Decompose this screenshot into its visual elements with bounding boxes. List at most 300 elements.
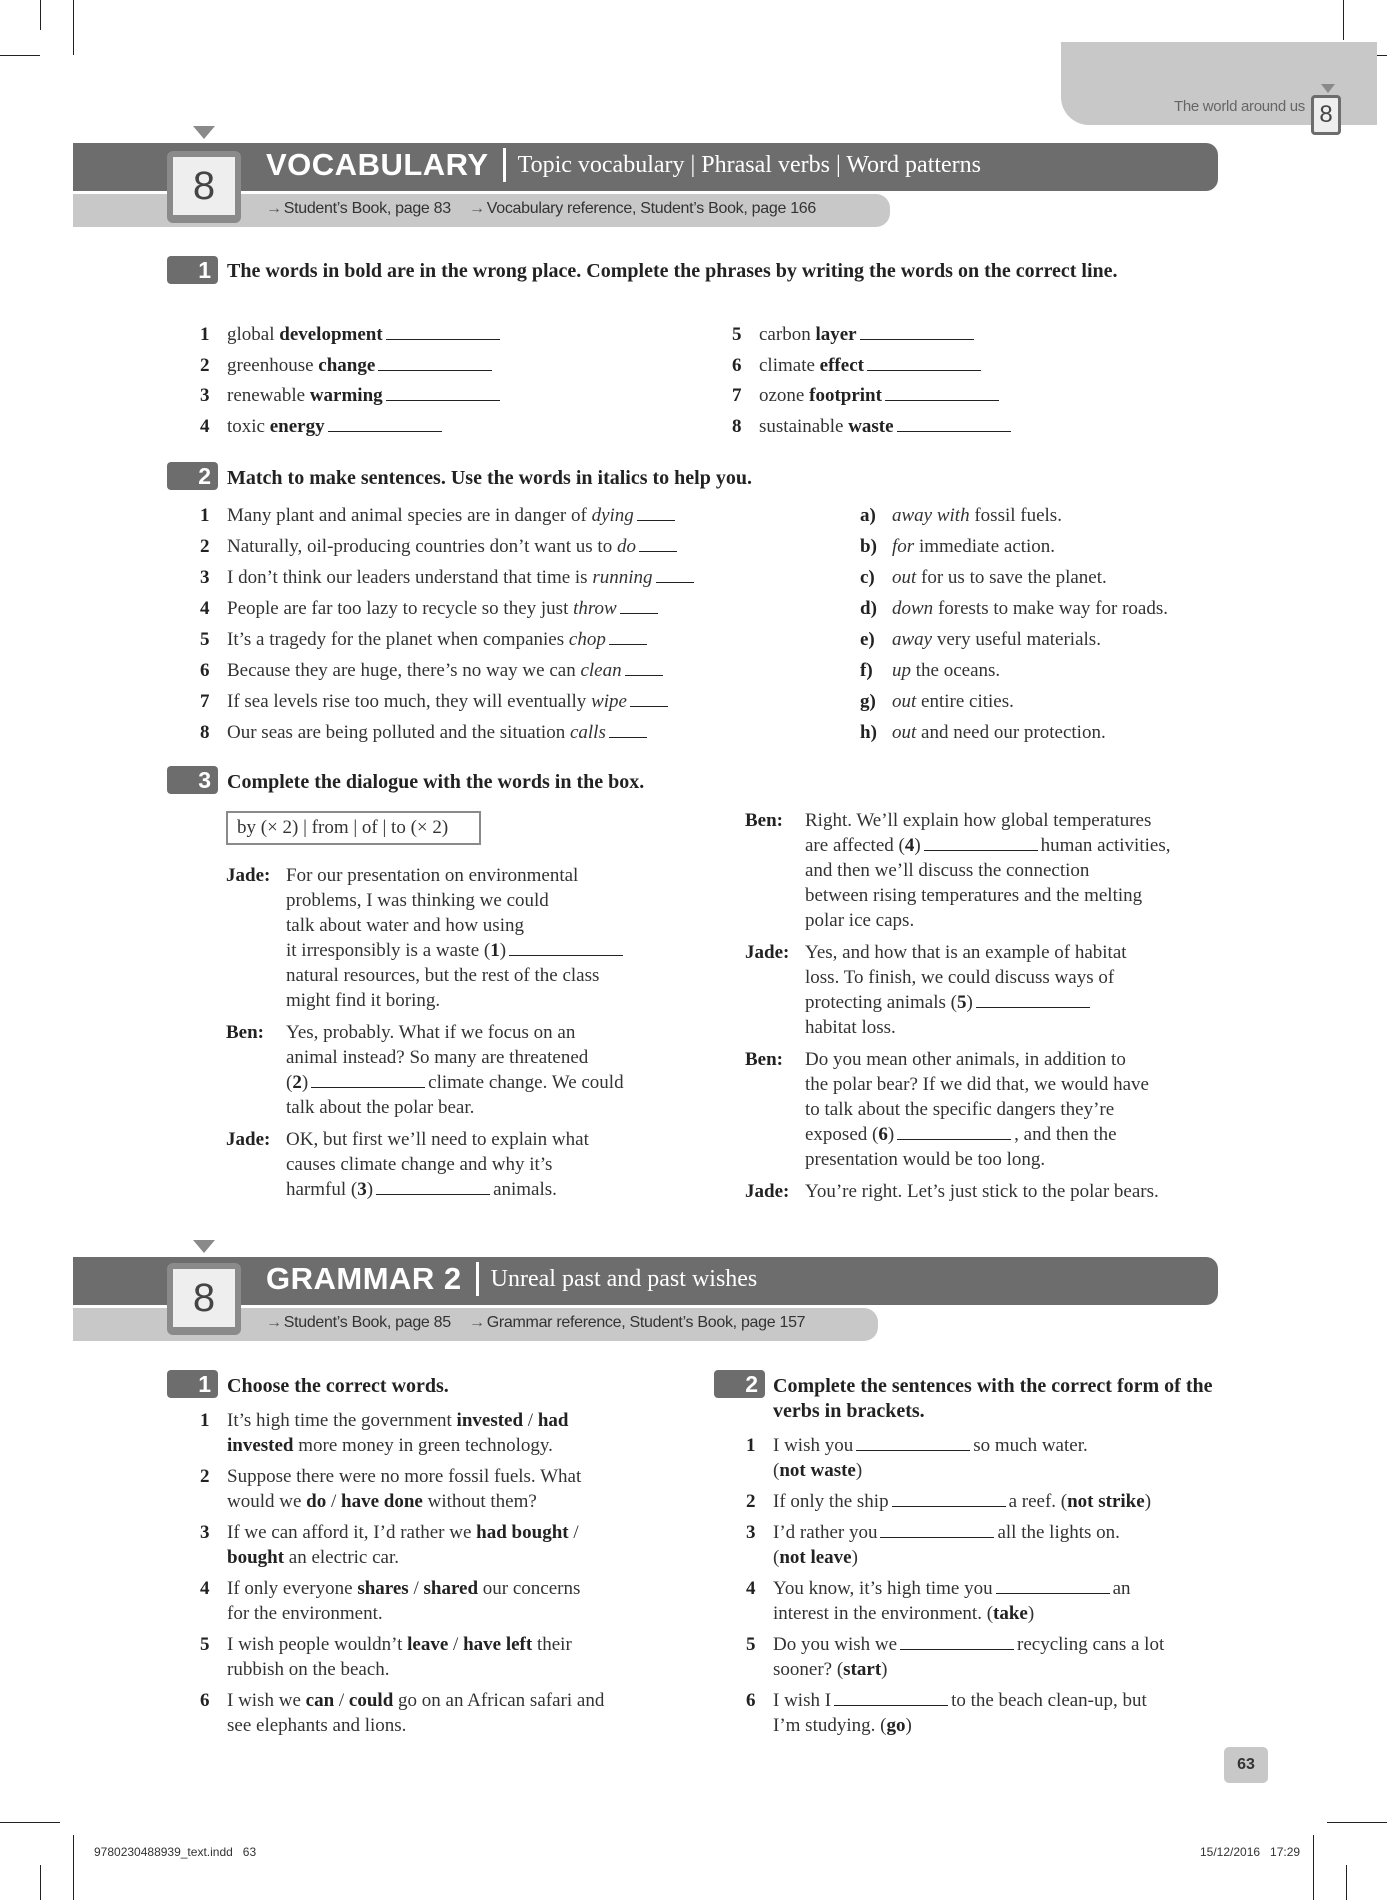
bold-text: bought: [227, 1547, 285, 1568]
text: /: [326, 1491, 342, 1512]
item-number: 2: [200, 354, 210, 376]
item-number: 4: [200, 598, 210, 619]
item-number: 6: [200, 1690, 210, 1711]
bold-text: 6: [878, 1124, 888, 1145]
list-item: [200, 531, 800, 562]
text: polar ice caps.: [805, 910, 915, 931]
bold-text: 4: [904, 835, 915, 856]
text: recycling cans a lot: [1017, 1634, 1165, 1655]
marker-triangle-icon: [193, 126, 215, 139]
exercise-instruction: Choose the correct words.: [227, 1375, 449, 1397]
bold-text: 3: [357, 1179, 367, 1200]
text: (: [773, 1547, 780, 1568]
dialogue-left: [226, 863, 706, 1209]
list-item: [200, 1576, 700, 1626]
list-item: [860, 531, 1260, 562]
text: (: [286, 1072, 293, 1093]
answer-blank[interactable]: [976, 990, 1090, 1008]
exercise-instruction: The words in bold are in the wrong place. Complete the phrases by writing the words on the correct line.: [227, 260, 1118, 282]
text: global: [227, 324, 280, 345]
text: are affected (: [805, 835, 905, 856]
item-number: c): [860, 567, 875, 588]
text: animals.: [493, 1179, 557, 1200]
exercise-items: [200, 1408, 700, 1744]
text: Do you mean other animals, in addition to: [805, 1049, 1126, 1070]
text: Do you wish we: [773, 1634, 898, 1655]
list-item: [200, 1688, 700, 1738]
answer-blank[interactable]: [860, 322, 974, 340]
bold-text: had: [537, 1410, 569, 1431]
list-item: [860, 686, 1260, 717]
bold-text: warming: [309, 385, 383, 406]
dialogue-turn: [745, 1179, 1245, 1204]
list-item: [746, 1688, 1246, 1738]
item-number: e): [860, 629, 875, 650]
text: carbon: [759, 324, 816, 345]
item-number: f): [860, 660, 873, 681]
text: (: [773, 1460, 780, 1481]
text: talk about water and how using: [286, 915, 524, 936]
unit-number: 8: [173, 157, 235, 215]
answer-blank[interactable]: [900, 1632, 1014, 1650]
text: If sea levels rise too much, they will eventually: [227, 691, 592, 712]
text: between rising temperatures and the melting: [805, 885, 1143, 906]
answer-blank[interactable]: [924, 833, 1038, 851]
text: ): [851, 1547, 858, 1568]
dialogue-turn: [226, 1020, 706, 1120]
bold-text: 2: [292, 1072, 302, 1093]
arrow-right-icon: →: [266, 200, 282, 217]
bold-text: have left: [463, 1634, 533, 1655]
text: natural resources, but the rest of the class: [286, 965, 600, 986]
text: If we can afford it, I’d rather we: [227, 1522, 477, 1543]
text: causes climate change and why it’s: [286, 1154, 553, 1175]
dialogue-right: [745, 808, 1245, 1211]
footer-file: 9780230488939_text.indd 63: [94, 1845, 257, 1859]
italic-text: dying: [591, 505, 634, 526]
text: ozone: [759, 385, 810, 406]
text: OK, but first we’ll need to explain what: [286, 1129, 589, 1150]
text: and need our protection.: [916, 722, 1106, 743]
text: the polar bear? If we did that, we would have: [805, 1074, 1149, 1095]
exercise-items: [200, 320, 700, 442]
marker-triangle-icon: [193, 1240, 215, 1253]
item-number: d): [860, 598, 877, 619]
bold-text: development: [279, 324, 383, 345]
answer-blank[interactable]: [386, 322, 500, 340]
list-item: [860, 500, 1260, 531]
bold-text: could: [348, 1690, 394, 1711]
bold-text: 1: [490, 940, 500, 961]
text: loss. To finish, we could discuss ways of: [805, 967, 1115, 988]
text: our concerns: [478, 1578, 581, 1599]
exercise-instruction: Complete the dialogue with the words in the box.: [227, 771, 645, 793]
item-number: 8: [732, 415, 742, 437]
italic-text: chop: [568, 629, 606, 650]
text: Many plant and animal species are in danger of: [227, 505, 592, 526]
speaker-name: Jade:: [745, 942, 790, 963]
italic-text: running: [592, 567, 653, 588]
item-number: 3: [746, 1522, 756, 1543]
answer-blank[interactable]: [897, 1122, 1011, 1140]
answer-blank[interactable]: [856, 1433, 970, 1451]
answer-blank[interactable]: [386, 383, 500, 401]
text: and then we’ll discuss the connection: [805, 860, 1090, 881]
answer-blank[interactable]: [834, 1688, 948, 1706]
bold-text: effect: [819, 354, 864, 376]
text: fossil fuels.: [969, 505, 1062, 526]
text: ): [499, 940, 507, 961]
text: so much water.: [973, 1435, 1088, 1456]
marker-triangle-icon: [1321, 84, 1335, 93]
text: presentation would be too long.: [805, 1149, 1046, 1170]
text: exposed (: [805, 1124, 879, 1145]
answer-blank[interactable]: [656, 565, 694, 583]
answer-blank[interactable]: [311, 1070, 425, 1088]
text: Because they are huge, there’s no way we can: [227, 660, 581, 681]
text: Yes, and how that is an example of habitat: [805, 942, 1127, 963]
bold-text: take: [993, 1603, 1028, 1624]
text: the oceans.: [911, 660, 1001, 681]
text: immediate action.: [914, 536, 1056, 557]
item-number: 5: [732, 324, 742, 345]
page-number: 63: [1224, 1747, 1268, 1783]
text: see elephants and lions.: [227, 1715, 407, 1736]
exercise-number-badge: 2: [714, 1370, 765, 1398]
item-number: 8: [200, 722, 210, 743]
list-item: [860, 562, 1260, 593]
item-number: 1: [746, 1435, 756, 1456]
bold-text: shared: [423, 1578, 479, 1599]
text: I’m studying. (: [773, 1715, 887, 1736]
dialogue-turn: [745, 808, 1245, 933]
list-item: [746, 1520, 1246, 1570]
italic-text: out: [892, 691, 917, 712]
list-item: [200, 593, 800, 624]
text: greenhouse: [227, 354, 319, 376]
dialogue-turn: [226, 863, 706, 1013]
text: very useful materials.: [932, 629, 1101, 650]
reference-link: Student’s Book, page 85: [283, 1314, 451, 1331]
text: You’re right. Let’s just stick to the polar bears.: [805, 1181, 1159, 1202]
item-number: 5: [746, 1634, 756, 1655]
text: , and then the: [1014, 1124, 1117, 1145]
text: If only everyone: [227, 1578, 358, 1599]
italic-text: out: [892, 567, 917, 588]
word-box: by (× 2) | from | of | to (× 2): [226, 811, 481, 845]
section-header-grammar: [73, 1257, 1218, 1305]
bold-text: can: [305, 1690, 335, 1711]
answer-blank[interactable]: [376, 1177, 490, 1195]
item-number: 7: [732, 385, 742, 406]
section-subtitle: Unreal past and past wishes: [476, 1262, 758, 1296]
unit-number: 8: [173, 1269, 235, 1327]
exercise-instruction: Match to make sentences. Use the words in italics to help you.: [227, 467, 752, 489]
bold-text: 5: [956, 992, 967, 1013]
list-item: [746, 1489, 1246, 1514]
section-title: VOCABULARY: [266, 147, 489, 182]
text: problems, I was thinking we could: [286, 890, 549, 911]
item-number: 1: [200, 505, 210, 526]
answer-blank[interactable]: [885, 383, 999, 401]
text: habitat loss.: [805, 1017, 896, 1038]
answer-blank[interactable]: [609, 720, 647, 738]
text: without them?: [422, 1491, 537, 1512]
unit-tab: [1061, 42, 1377, 128]
text: ): [905, 1715, 912, 1736]
text: renewable: [227, 385, 310, 406]
text: /: [568, 1522, 579, 1543]
reference-link: Grammar reference, Student’s Book, page 157: [486, 1314, 806, 1331]
bold-text: do: [306, 1491, 327, 1512]
text: sooner? (: [773, 1659, 844, 1680]
list-item: [732, 412, 1232, 443]
arrow-right-icon: →: [469, 1314, 485, 1331]
text: People are far too lazy to recycle so they just: [227, 598, 574, 619]
text: it irresponsibly is a waste (: [286, 940, 491, 961]
bold-text: invested: [227, 1435, 294, 1456]
speaker-name: Jade:: [745, 1181, 790, 1202]
text: to talk about the specific dangers they’re: [805, 1099, 1115, 1120]
reference-link: Vocabulary reference, Student’s Book, page 166: [486, 200, 816, 217]
text: Suppose there were no more fossil fuels. What: [227, 1466, 582, 1487]
item-number: a): [860, 505, 876, 526]
text: I wish you: [773, 1435, 854, 1456]
list-item: [200, 412, 700, 443]
text: ): [966, 992, 973, 1013]
text: to the beach clean-up, but: [951, 1690, 1147, 1711]
text: ): [301, 1072, 309, 1093]
item-number: 3: [200, 1522, 210, 1543]
answer-blank[interactable]: [378, 353, 492, 371]
list-item: [200, 1632, 700, 1682]
answer-blank[interactable]: [637, 503, 675, 521]
list-item: [732, 351, 1232, 382]
item-number: 4: [200, 1578, 210, 1599]
list-item: [732, 320, 1232, 351]
exercise-items: [732, 320, 1232, 442]
speaker-name: Ben:: [745, 810, 783, 831]
sentence-starts: [200, 500, 800, 748]
item-number: 2: [200, 1466, 210, 1487]
list-item: [200, 351, 700, 382]
answer-blank[interactable]: [609, 627, 647, 645]
unit-number-box: [167, 1263, 241, 1335]
speaker-name: Jade:: [226, 1129, 271, 1150]
text: It’s high time the government: [227, 1410, 457, 1431]
text: an electric car.: [284, 1547, 400, 1568]
section-header-vocabulary: [73, 143, 1218, 191]
item-number: 6: [200, 660, 210, 681]
item-number: 3: [200, 567, 210, 588]
text: go on an African safari and: [393, 1690, 605, 1711]
text: for us to save the planet.: [916, 567, 1107, 588]
answer-blank[interactable]: [892, 1489, 1006, 1507]
item-number: 4: [200, 415, 210, 437]
text: climate: [759, 354, 820, 376]
italic-text: wipe: [591, 691, 627, 712]
speaker-name: Jade:: [226, 865, 271, 886]
text: I wish I: [773, 1690, 832, 1711]
text: all the lights on.: [997, 1522, 1120, 1543]
text: would we: [227, 1491, 307, 1512]
italic-text: calls: [569, 722, 606, 743]
unit-tab-label: The world around us: [1173, 98, 1305, 115]
italic-text: down: [892, 598, 934, 619]
text: harmful (: [286, 1179, 358, 1200]
italic-text: up: [892, 660, 911, 681]
item-number: 1: [200, 324, 210, 345]
item-number: h): [860, 722, 877, 743]
speaker-name: Ben:: [226, 1022, 264, 1043]
item-number: 7: [200, 691, 210, 712]
answer-blank[interactable]: [897, 414, 1011, 432]
item-number: 1: [200, 1410, 210, 1431]
bold-text: layer: [815, 324, 857, 345]
answer-blank[interactable]: [996, 1576, 1110, 1594]
text: ): [914, 835, 921, 856]
list-item: [200, 655, 800, 686]
answer-blank[interactable]: [880, 1520, 994, 1538]
item-number: 2: [746, 1491, 756, 1512]
answer-blank[interactable]: [509, 938, 623, 956]
answer-blank[interactable]: [620, 596, 658, 614]
text: /: [523, 1410, 538, 1431]
list-item: [746, 1632, 1246, 1682]
text: sustainable: [759, 415, 849, 437]
text: I wish we: [227, 1690, 306, 1711]
italic-text: for: [892, 536, 915, 557]
italic-text: do: [616, 536, 636, 557]
text: might find it boring.: [286, 990, 441, 1011]
footer-date: 15/12/2016 17:29: [1200, 1845, 1301, 1859]
bold-text: not leave: [779, 1547, 852, 1568]
text: more money in green technology.: [293, 1435, 553, 1456]
text: an: [1112, 1578, 1131, 1599]
text: ): [855, 1460, 863, 1481]
italic-text: clean: [580, 660, 622, 681]
bold-text: have done: [341, 1491, 423, 1512]
bold-text: not waste: [779, 1460, 856, 1481]
item-number: 2: [200, 536, 210, 557]
item-number: 4: [746, 1578, 756, 1599]
bold-text: waste: [848, 415, 894, 437]
text: ): [1027, 1603, 1035, 1624]
text: talk about the polar bear.: [286, 1097, 475, 1118]
item-number: 5: [200, 1634, 210, 1655]
dialogue-turn: [226, 1127, 706, 1202]
exercise-number-badge: 1: [167, 256, 218, 284]
text: You know, it’s high time you: [773, 1578, 993, 1599]
answer-blank[interactable]: [630, 689, 668, 707]
bold-text: invested: [456, 1410, 524, 1431]
arrow-right-icon: →: [266, 1314, 282, 1331]
unit-tab-number: 8: [1311, 95, 1341, 135]
list-item: [746, 1576, 1246, 1626]
answer-blank[interactable]: [328, 414, 442, 432]
item-number: b): [860, 536, 877, 557]
list-item: [200, 1408, 700, 1458]
bold-text: not strike: [1067, 1491, 1145, 1512]
text: entire cities.: [916, 691, 1014, 712]
text: If only the ship: [773, 1491, 889, 1512]
list-item: [200, 320, 700, 351]
list-item: [746, 1433, 1246, 1483]
list-item: [860, 717, 1260, 748]
text: interest in the environment. (: [773, 1603, 994, 1624]
text: toxic: [227, 415, 270, 437]
list-item: [200, 381, 700, 412]
text: animal instead? So many are threatened: [286, 1047, 589, 1068]
bold-text: change: [318, 354, 376, 376]
text: Our seas are being polluted and the situation: [227, 722, 570, 743]
text: ): [881, 1659, 888, 1680]
sentence-endings: [860, 500, 1260, 748]
arrow-right-icon: →: [469, 200, 485, 217]
italic-text: away: [892, 629, 933, 650]
bold-text: leave: [407, 1634, 449, 1655]
text: protecting animals (: [805, 992, 957, 1013]
bold-text: footprint: [809, 385, 882, 406]
item-number: 5: [200, 629, 210, 650]
text: I don’t think our leaders understand that time is: [227, 567, 593, 588]
list-item: [200, 562, 800, 593]
section-subtitle: Topic vocabulary | Phrasal verbs | Word patterns: [503, 148, 981, 182]
text: /: [334, 1690, 349, 1711]
text: ): [1144, 1491, 1152, 1512]
text: /: [408, 1578, 424, 1599]
exercise-number-badge: 2: [167, 462, 218, 490]
text: Naturally, oil-producing countries don’t want us to: [227, 536, 617, 557]
bold-text: start: [843, 1659, 882, 1680]
exercise-items: [746, 1433, 1246, 1744]
dialogue-turn: [745, 1047, 1245, 1172]
text: human activities,: [1040, 835, 1171, 856]
answer-blank[interactable]: [867, 353, 981, 371]
italic-text: away with: [892, 505, 970, 526]
text: Yes, probably. What if we focus on an: [286, 1022, 576, 1043]
list-item: [200, 1464, 700, 1514]
list-item: [732, 381, 1232, 412]
list-item: [860, 593, 1260, 624]
item-number: g): [860, 691, 876, 712]
answer-blank[interactable]: [639, 534, 677, 552]
list-item: [200, 500, 800, 531]
text: Right. We’ll explain how global temperatures: [805, 810, 1152, 831]
bold-text: shares: [357, 1578, 409, 1599]
text: for the environment.: [227, 1603, 383, 1624]
text: rubbish on the beach.: [227, 1659, 390, 1680]
exercise-instruction: Complete the sentences with the correct form of the verbs in brackets.: [773, 1375, 1213, 1422]
exercise-number-badge: 3: [167, 766, 218, 794]
text: climate change. We could: [428, 1072, 624, 1093]
section-title: GRAMMAR 2: [266, 1261, 462, 1296]
text: For our presentation on environmental: [286, 865, 579, 886]
item-number: 3: [200, 385, 210, 406]
bold-text: had bought: [476, 1522, 569, 1543]
answer-blank[interactable]: [625, 658, 663, 676]
text: ): [366, 1179, 374, 1200]
item-number: 6: [746, 1690, 756, 1711]
text: I’d rather you: [773, 1522, 878, 1543]
item-number: 6: [732, 354, 742, 376]
list-item: [860, 655, 1260, 686]
bold-text: go: [886, 1715, 906, 1736]
dialogue-turn: [745, 940, 1245, 1040]
speaker-name: Ben:: [745, 1049, 783, 1070]
text: /: [448, 1634, 464, 1655]
unit-number-box: [167, 151, 241, 223]
